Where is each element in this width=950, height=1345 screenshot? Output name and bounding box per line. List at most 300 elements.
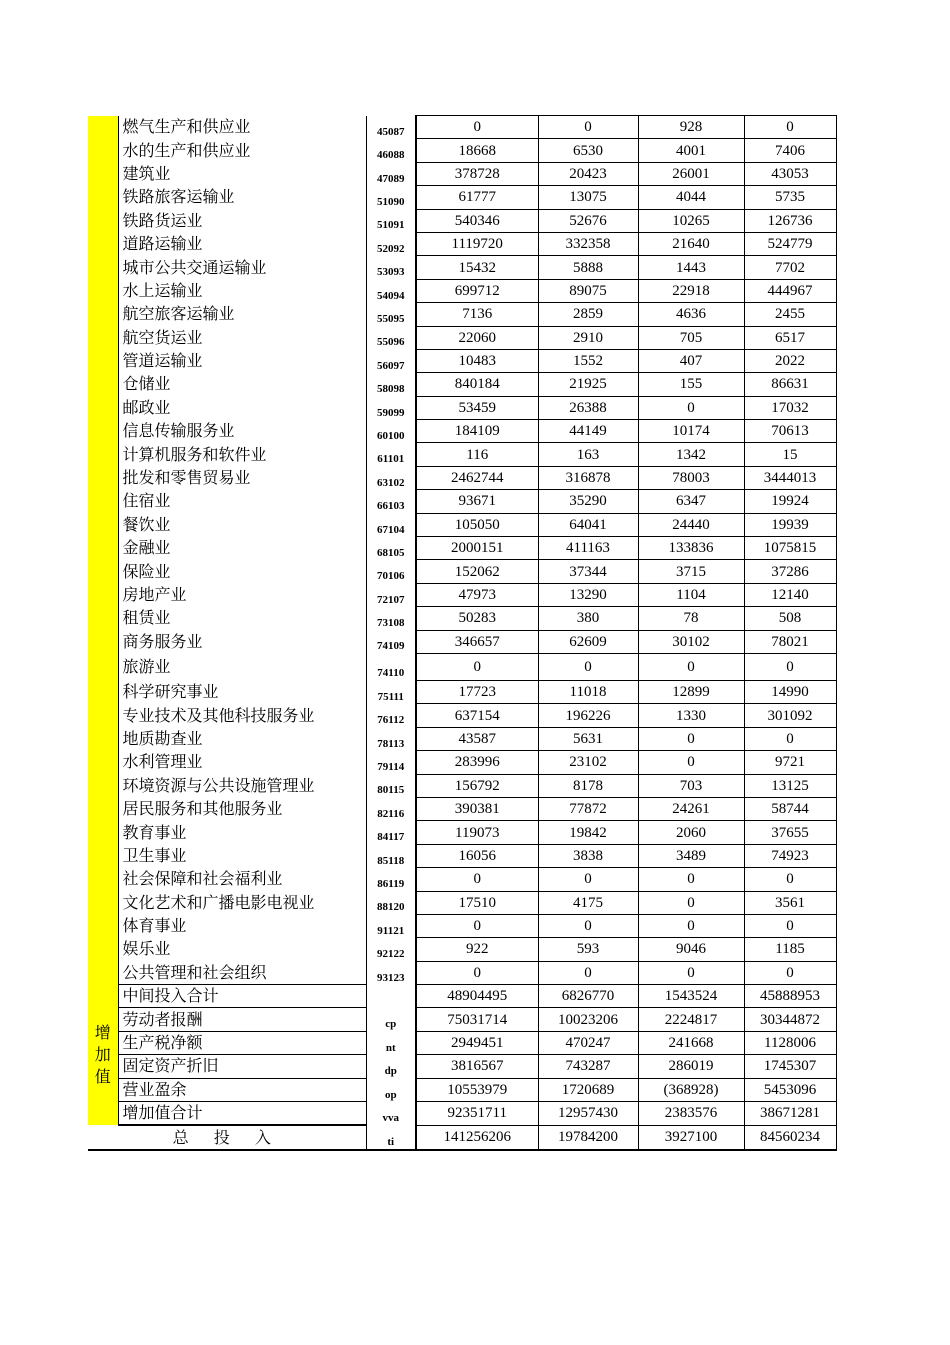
table-row [88,466,836,489]
value-cell: 12899 [638,680,744,703]
row-label: 燃气生产和供应业 [118,116,366,139]
value-cell: 50283 [416,607,538,630]
value-cell: 3444013 [744,466,836,489]
value-cell: 540346 [416,209,538,232]
table-row [88,490,836,513]
row-code: 84117 [377,831,405,844]
row-code: 79114 [377,761,405,774]
value-cell: 13075 [538,186,638,209]
row-code: 56097 [377,359,405,372]
value-cell: 1075815 [744,537,836,560]
value-cell: 0 [416,116,538,139]
value-cell: 286019 [638,1055,744,1078]
value-cell: 133836 [638,537,744,560]
value-cell: 0 [416,961,538,984]
row-label: 生产税净额 [118,1031,366,1054]
value-cell: 1119720 [416,232,538,255]
value-cell: 15 [744,443,836,466]
row-code: op [384,1088,397,1101]
table-row [88,961,836,984]
table-row [88,162,836,185]
value-cell: 126736 [744,209,836,232]
table-row [88,727,836,750]
row-label: 城市公共交通运输业 [118,256,366,279]
value-cell: 44149 [538,420,638,443]
row-label: 水上运输业 [118,279,366,302]
value-cell: 23102 [538,751,638,774]
value-cell: 380 [538,607,638,630]
value-cell: 196226 [538,704,638,727]
value-cell: 7702 [744,256,836,279]
value-cell: 92351711 [416,1102,538,1126]
row-label: 劳动者报酬 [118,1008,366,1031]
value-cell: 12140 [744,583,836,606]
value-cell: 5453096 [744,1078,836,1101]
io-table-body [88,116,836,1150]
value-cell: 30102 [638,630,744,653]
row-label: 教育事业 [118,821,366,844]
value-cell: 0 [538,961,638,984]
value-cell: 4175 [538,891,638,914]
value-cell: 17032 [744,396,836,419]
value-cell: 0 [744,961,836,984]
table-row [88,326,836,349]
row-code: cp [385,1018,397,1031]
row-label: 水利管理业 [118,751,366,774]
row-label: 航空旅客运输业 [118,303,366,326]
table-row [88,116,836,139]
value-cell: 508 [744,607,836,630]
row-code: 51090 [377,196,405,209]
value-cell: 10023206 [538,1008,638,1031]
row-label: 居民服务和其他服务业 [118,797,366,820]
value-cell: 301092 [744,704,836,727]
row-code: 63102 [377,476,405,489]
value-cell: 7406 [744,139,836,162]
value-cell: 152062 [416,560,538,583]
value-cell: 0 [538,868,638,891]
value-cell: 24440 [638,513,744,536]
value-cell: 407 [638,349,744,372]
value-cell: 184109 [416,420,538,443]
row-label: 租赁业 [118,607,366,630]
value-cell: 9721 [744,751,836,774]
table-row [88,797,836,820]
row-code: 52092 [377,242,405,255]
value-cell: 390381 [416,797,538,820]
value-cell: 89075 [538,279,638,302]
value-cell: 3561 [744,891,836,914]
value-cell: 5735 [744,186,836,209]
value-cell: 13290 [538,583,638,606]
value-cell: 5888 [538,256,638,279]
value-cell: 2949451 [416,1031,538,1054]
value-cell: 840184 [416,373,538,396]
row-code: 80115 [377,784,405,797]
value-cell: 26001 [638,162,744,185]
value-cell: 155 [638,373,744,396]
value-cell: 743287 [538,1055,638,1078]
value-cell: 13125 [744,774,836,797]
table-row [88,560,836,583]
row-code: 55095 [377,313,405,326]
value-cell: 17510 [416,891,538,914]
value-cell: 19924 [744,490,836,513]
table-row [88,607,836,630]
value-cell: 62609 [538,630,638,653]
row-label: 道路运输业 [118,232,366,255]
table-row [88,704,836,727]
value-cell: 0 [416,914,538,937]
value-cell: 37344 [538,560,638,583]
table-row [88,1031,836,1054]
value-cell: 1342 [638,443,744,466]
value-cell: 64041 [538,513,638,536]
value-cell: 699712 [416,279,538,302]
value-cell: 0 [638,727,744,750]
table-row [88,774,836,797]
value-cell: 0 [638,868,744,891]
value-cell: 241668 [638,1031,744,1054]
table-row [88,868,836,891]
table-row [88,303,836,326]
value-cell: 6826770 [538,985,638,1008]
table-row [88,513,836,536]
value-cell: 0 [638,891,744,914]
row-label: 计算机服务和软件业 [118,443,366,466]
table-row [88,349,836,372]
value-cell: 10553979 [416,1078,538,1101]
value-cell: 9046 [638,938,744,961]
value-cell: 1720689 [538,1078,638,1101]
value-cell: 86631 [744,373,836,396]
value-cell: 10483 [416,349,538,372]
row-label: 管道运输业 [118,349,366,372]
value-cell: 58744 [744,797,836,820]
value-cell: 0 [416,653,538,680]
row-code: 55096 [377,336,405,349]
value-cell: 4044 [638,186,744,209]
value-cell: 22918 [638,279,744,302]
value-cell: 43053 [744,162,836,185]
table-row [88,279,836,302]
value-cell: 0 [538,653,638,680]
row-label: 地质勘查业 [118,727,366,750]
row-label: 环境资源与公共设施管理业 [118,774,366,797]
value-cell: 15432 [416,256,538,279]
row-label: 金融业 [118,537,366,560]
row-code: 59099 [377,406,405,419]
value-cell: 346657 [416,630,538,653]
value-cell: 928 [638,116,744,139]
value-cell: 4636 [638,303,744,326]
table-row [88,537,836,560]
row-label: 营业盈余 [118,1078,366,1101]
value-cell: 1128006 [744,1031,836,1054]
value-cell: 20423 [538,162,638,185]
value-added-total-row [88,1102,836,1126]
value-cell: 52676 [538,209,638,232]
value-cell: 37655 [744,821,836,844]
value-added-total-side [88,1102,118,1126]
table-row [88,396,836,419]
row-label: 餐饮业 [118,513,366,536]
value-cell: 3489 [638,844,744,867]
intermediate-total-row [88,985,836,1008]
value-cell: 0 [416,868,538,891]
row-code: 88120 [377,901,405,914]
row-code: 53093 [377,266,405,279]
row-label: 娱乐业 [118,938,366,961]
table-row [88,653,836,680]
value-cell: 316878 [538,466,638,489]
row-code: nt [385,1041,396,1054]
value-cell: 24261 [638,797,744,820]
table-row [88,680,836,703]
row-label: 铁路货运业 [118,209,366,232]
value-cell: 10174 [638,420,744,443]
row-label: 公共管理和社会组织 [118,961,366,984]
row-code: 61101 [377,453,405,466]
value-cell: 593 [538,938,638,961]
table-row [88,1008,836,1031]
table-row [88,914,836,937]
row-code: 46088 [377,149,405,162]
value-cell: 16056 [416,844,538,867]
value-cell: 0 [538,116,638,139]
row-code: 78113 [377,737,405,750]
row-code: vva [382,1112,399,1125]
value-added-label-char: 增 [94,1022,111,1042]
value-cell: 6530 [538,139,638,162]
value-cell: 444967 [744,279,836,302]
row-label: 住宿业 [118,490,366,513]
value-cell: 2000151 [416,537,538,560]
row-label: 卫生事业 [118,844,366,867]
row-label: 专业技术及其他科技服务业 [118,704,366,727]
value-cell: 11018 [538,680,638,703]
value-added-side-label [88,1008,118,1102]
value-cell: 0 [538,914,638,937]
value-added-label-char: 加 [94,1044,111,1064]
value-cell: 1330 [638,704,744,727]
value-cell: 77872 [538,797,638,820]
row-code: 58098 [377,383,405,396]
table-row [88,232,836,255]
row-label: 社会保障和社会福利业 [118,868,366,891]
table-row [88,420,836,443]
value-cell: 5631 [538,727,638,750]
value-cell: 53459 [416,396,538,419]
row-label: 增加值合计 [118,1102,366,1126]
row-code: 60100 [377,429,405,442]
value-cell: 1745307 [744,1055,836,1078]
row-code: 73108 [377,617,405,630]
table-row [88,891,836,914]
value-cell: 10265 [638,209,744,232]
value-cell: 38671281 [744,1102,836,1126]
row-code: 68105 [377,546,405,559]
value-cell: 0 [744,653,836,680]
value-cell: 45888953 [744,985,836,1008]
value-cell: 3927100 [638,1125,744,1149]
row-code: 74110 [377,667,405,680]
value-cell: 524779 [744,232,836,255]
value-cell: 35290 [538,490,638,513]
value-cell: 922 [416,938,538,961]
value-cell: 47973 [416,583,538,606]
row-label: 中间投入合计 [118,985,366,1008]
value-cell: 2462744 [416,466,538,489]
row-label: 仓储业 [118,373,366,396]
value-cell: 14990 [744,680,836,703]
value-cell: 37286 [744,560,836,583]
value-cell: 637154 [416,704,538,727]
value-cell: 0 [744,868,836,891]
value-cell: 93671 [416,490,538,513]
value-cell: 470247 [538,1031,638,1054]
value-cell: 48904495 [416,985,538,1008]
row-label: 建筑业 [118,162,366,185]
value-cell: 2022 [744,349,836,372]
table-row [88,186,836,209]
row-code [366,985,416,1008]
row-code: 93123 [377,971,405,984]
table-row [88,256,836,279]
row-label: 房地产业 [118,583,366,606]
intermediate-side-band [88,116,118,1008]
value-cell: 3816567 [416,1055,538,1078]
value-cell: 156792 [416,774,538,797]
table-row [88,139,836,162]
row-label: 文化艺术和广播电影电视业 [118,891,366,914]
value-cell: 30344872 [744,1008,836,1031]
value-cell: 119073 [416,821,538,844]
table-row [88,938,836,961]
value-cell: 21925 [538,373,638,396]
table-row [88,443,836,466]
value-cell: 378728 [416,162,538,185]
value-cell: 22060 [416,326,538,349]
value-cell: 3838 [538,844,638,867]
row-code: 47089 [377,172,405,185]
value-cell: 19784200 [538,1125,638,1149]
row-code: 85118 [377,854,405,867]
total-input-label: 总 投 入 [88,1125,366,1149]
row-code: 92122 [377,948,405,961]
value-cell: 78021 [744,630,836,653]
value-cell: 705 [638,326,744,349]
row-code: 74109 [377,640,405,653]
value-cell: 3715 [638,560,744,583]
table-row [88,1078,836,1101]
row-code: 70106 [377,570,405,583]
row-label: 固定资产折旧 [118,1055,366,1078]
value-cell: 2383576 [638,1102,744,1126]
row-label: 旅游业 [118,653,366,680]
row-code: 67104 [377,523,405,536]
value-cell: 0 [744,914,836,937]
row-label: 航空货运业 [118,326,366,349]
value-cell: 105050 [416,513,538,536]
row-code: 82116 [377,807,405,820]
row-code: 91121 [377,924,405,937]
table-row [88,821,836,844]
value-cell: 1104 [638,583,744,606]
table-row [88,751,836,774]
value-cell: 0 [638,653,744,680]
row-code: 51091 [377,219,405,232]
value-cell: 19842 [538,821,638,844]
value-cell: 84560234 [744,1125,836,1149]
value-cell: 21640 [638,232,744,255]
row-code: dp [384,1065,397,1078]
value-cell: 2224817 [638,1008,744,1031]
value-cell: 1185 [744,938,836,961]
value-cell: 12957430 [538,1102,638,1126]
row-label: 体育事业 [118,914,366,937]
row-code: ti [366,1125,416,1149]
row-code: 66103 [377,500,405,513]
value-added-label-char: 值 [94,1066,111,1086]
value-cell: 332358 [538,232,638,255]
row-code: 75111 [377,690,404,703]
value-cell: 7136 [416,303,538,326]
value-cell: 4001 [638,139,744,162]
value-cell: 19939 [744,513,836,536]
value-cell: 2455 [744,303,836,326]
value-cell: 411163 [538,537,638,560]
value-cell: 18668 [416,139,538,162]
value-cell: 8178 [538,774,638,797]
row-code: 76112 [377,714,405,727]
row-label: 科学研究事业 [118,680,366,703]
value-cell: 0 [638,914,744,937]
row-label: 水的生产和供应业 [118,139,366,162]
row-code: 54094 [377,289,405,302]
row-label: 保险业 [118,560,366,583]
value-cell: 1552 [538,349,638,372]
value-cell: 703 [638,774,744,797]
value-cell: 26388 [538,396,638,419]
value-cell: 70613 [744,420,836,443]
value-cell: 78 [638,607,744,630]
value-cell: (368928) [638,1078,744,1101]
row-label: 邮政业 [118,396,366,419]
io-table [88,115,837,1151]
value-cell: 141256206 [416,1125,538,1149]
value-cell: 283996 [416,751,538,774]
value-cell: 1443 [638,256,744,279]
value-cell: 6517 [744,326,836,349]
value-cell: 2859 [538,303,638,326]
value-cell: 0 [638,751,744,774]
value-cell: 163 [538,443,638,466]
row-label: 铁路旅客运输业 [118,186,366,209]
total-input-row [88,1125,836,1149]
value-cell: 17723 [416,680,538,703]
table-row [88,1055,836,1078]
table-row [88,583,836,606]
value-cell: 2060 [638,821,744,844]
table-row [88,373,836,396]
row-label: 商务服务业 [118,630,366,653]
value-cell: 0 [638,396,744,419]
value-cell: 78003 [638,466,744,489]
value-cell: 1543524 [638,985,744,1008]
value-cell: 6347 [638,490,744,513]
value-cell: 74923 [744,844,836,867]
